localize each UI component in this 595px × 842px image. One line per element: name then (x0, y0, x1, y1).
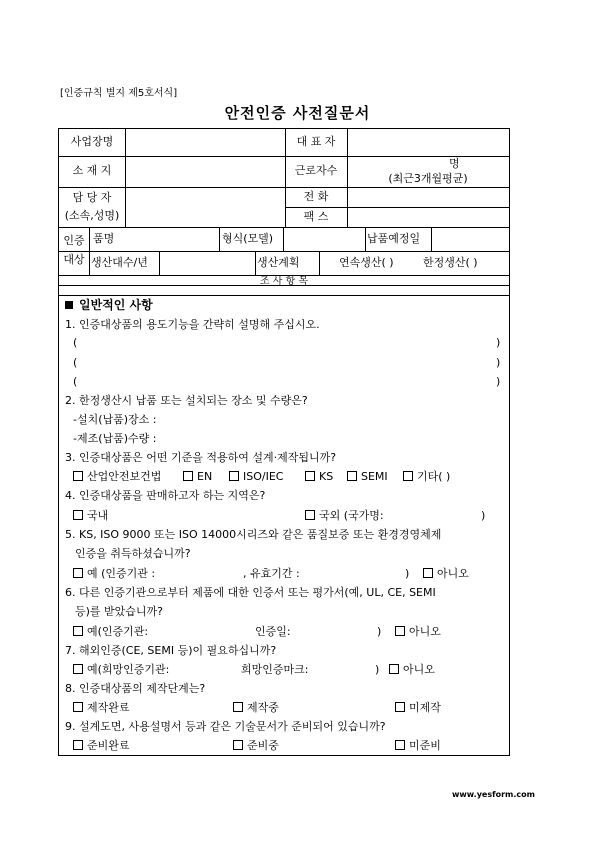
question-1: 1. 인증대상품의 용도기능을 간략히 설명해 주십시오. (65, 318, 320, 331)
production-plan-label: 생산계획 (257, 256, 300, 269)
q8-option-complete[interactable]: 제작완료 (73, 701, 130, 715)
page-title: 안전인증 사전질문서 (224, 104, 371, 122)
document-reference: [인증규칙 별지 제5호서식] (60, 88, 178, 99)
checkbox-icon[interactable] (395, 626, 405, 636)
form-frame (58, 128, 510, 756)
column-divider (431, 227, 432, 251)
question-6-line-2: 등)를 받았습니까? (75, 605, 164, 618)
q4-option-domestic[interactable]: 국내 (73, 509, 108, 523)
q1-line-1-open: ( (73, 336, 78, 349)
column-divider (319, 251, 320, 275)
row-divider (59, 251, 509, 252)
checkbox-icon[interactable] (229, 471, 239, 481)
checkbox-icon[interactable] (395, 702, 405, 712)
fax-label: 팩 스 (303, 210, 329, 223)
q6-date-label: 인증일: (255, 625, 291, 638)
q3-option-iso-iec[interactable]: ISO/IEC (229, 470, 283, 484)
q3-option-standard-law[interactable]: 산업안전보건법 (73, 470, 161, 484)
q9-option-ready[interactable]: 준비완료 (73, 739, 130, 753)
q5-validity-label: , 유효기간 : (243, 567, 300, 580)
checkbox-icon[interactable] (305, 510, 315, 520)
survey-heading: 조 사 항 목 (259, 276, 309, 287)
q3-option-semi[interactable]: SEMI (347, 470, 388, 484)
q8-option-in-progress[interactable]: 제작중 (233, 701, 279, 715)
checkbox-icon[interactable] (395, 740, 405, 750)
question-9: 9. 설계도면, 사용설명서 등과 같은 기술문서가 준비되어 있습니까? (65, 720, 386, 733)
question-6-line-1: 6. 다른 인증기관으로부터 제품에 대한 인증서 또는 평가서(예, UL, CE, SEMI (65, 586, 436, 599)
q3-option-ks[interactable]: KS (305, 470, 333, 484)
question-8: 8. 인증대상품의 제작단계는? (65, 682, 206, 695)
q9-option-not-ready[interactable]: 미준비 (395, 739, 441, 753)
address-label: 소 재 지 (72, 164, 112, 177)
q3-option-en[interactable]: EN (183, 470, 212, 484)
column-divider (89, 227, 90, 275)
question-2: 2. 한정생산시 납품 또는 설치되는 장소 및 수량은? (65, 394, 308, 407)
section-title-text: 일반적인 사항 (79, 298, 153, 312)
question-4: 4. 인증대상품을 판매하고자 하는 지역은? (65, 489, 266, 502)
q5-option-yes[interactable]: 예 (인증기관 : (73, 567, 155, 581)
checkbox-icon[interactable] (73, 471, 83, 481)
workers-unit: 명 (449, 157, 460, 170)
checkbox-icon[interactable] (73, 626, 83, 636)
limited-production-label: 한정생산( ) (423, 256, 478, 269)
workers-label: 근로자수 (294, 164, 338, 177)
checkbox-icon[interactable] (233, 740, 243, 750)
checkbox-icon[interactable] (347, 471, 357, 481)
question-5-line-1: 5. KS, ISO 9000 또는 ISO 14000시리즈와 같은 품질보증 또는 환경경영체제 (65, 528, 442, 541)
checkbox-icon[interactable] (305, 471, 315, 481)
delivery-date-label: 납품예정일 (367, 232, 421, 245)
checkbox-icon[interactable] (73, 664, 83, 674)
phone-label: 전 화 (303, 190, 329, 203)
model-label: 형식(모델) (222, 232, 274, 245)
checkbox-icon[interactable] (73, 510, 83, 520)
product-name-label: 품명 (93, 232, 115, 245)
q9-option-preparing[interactable]: 준비중 (233, 739, 279, 753)
checkbox-icon[interactable] (389, 664, 399, 674)
q1-line-1-close: ) (496, 336, 501, 349)
continuous-production-label: 연속생산( ) (339, 256, 394, 269)
checkbox-icon[interactable] (423, 568, 433, 578)
question-3: 3. 인증대상품은 어떤 기준을 적용하여 설계·제작됩니까? (65, 451, 337, 464)
q6-option-no[interactable]: 아니오 (395, 625, 441, 639)
q1-line-2-open: ( (73, 356, 78, 369)
checkbox-icon[interactable] (73, 568, 83, 578)
row-divider (59, 187, 509, 188)
q8-option-not-started[interactable]: 미제작 (395, 701, 441, 715)
q1-line-3-close: ) (496, 375, 501, 388)
q2-place-field[interactable]: -설치(납품)장소 : (73, 413, 157, 426)
target-label-2: 대상 (63, 253, 85, 266)
row-divider (59, 227, 509, 228)
production-label: 생산대수/년 (91, 256, 148, 269)
workers-note: (최근3개월평균) (388, 172, 468, 185)
q6-option-yes[interactable]: 예(인증기관: (73, 625, 148, 639)
section-title (65, 296, 153, 313)
q7-option-no[interactable]: 아니오 (389, 663, 435, 677)
row-divider (285, 207, 509, 208)
checkbox-icon[interactable] (73, 740, 83, 750)
representative-label: 대 표 자 (296, 135, 336, 148)
column-divider (219, 227, 220, 251)
column-divider (125, 129, 126, 227)
column-divider (159, 251, 160, 275)
target-label-1: 인증 (63, 234, 85, 247)
column-divider (365, 227, 366, 251)
checkbox-icon[interactable] (183, 471, 193, 481)
filled-square-icon (65, 301, 73, 309)
checkbox-icon[interactable] (403, 471, 413, 481)
column-divider (255, 251, 256, 275)
q4-close: ) (481, 509, 486, 522)
q6-close: ) (377, 625, 382, 638)
checkbox-icon[interactable] (73, 702, 83, 712)
row-divider (59, 156, 509, 157)
checkbox-icon[interactable] (233, 702, 243, 712)
q4-option-overseas[interactable]: 국외 (국가명: (305, 509, 384, 523)
q3-option-other[interactable]: 기타( ) (403, 470, 450, 484)
company-name-label: 사업장명 (70, 135, 114, 148)
q2-quantity-field[interactable]: -제조(납품)수량 : (73, 432, 157, 445)
manager-sub-label: (소속,성명) (64, 209, 120, 222)
q1-line-3-open: ( (73, 375, 78, 388)
q7-mark-label: 희망인증마크: (241, 663, 309, 676)
q1-line-2-close: ) (496, 356, 501, 369)
question-7: 7. 해외인증(CE, SEMI 등)이 필요하십니까? (65, 644, 277, 657)
q7-option-yes[interactable]: 예(희망인증기관: (73, 663, 169, 677)
column-divider (283, 227, 284, 251)
q7-close: ) (375, 663, 380, 676)
question-5-line-2: 인증을 취득하셨습니까? (75, 547, 191, 560)
manager-label: 담 당 자 (72, 191, 112, 204)
q5-close: ) (405, 567, 410, 580)
q5-option-no[interactable]: 아니오 (423, 567, 469, 581)
footer-url: www.yesform.com (452, 790, 535, 799)
